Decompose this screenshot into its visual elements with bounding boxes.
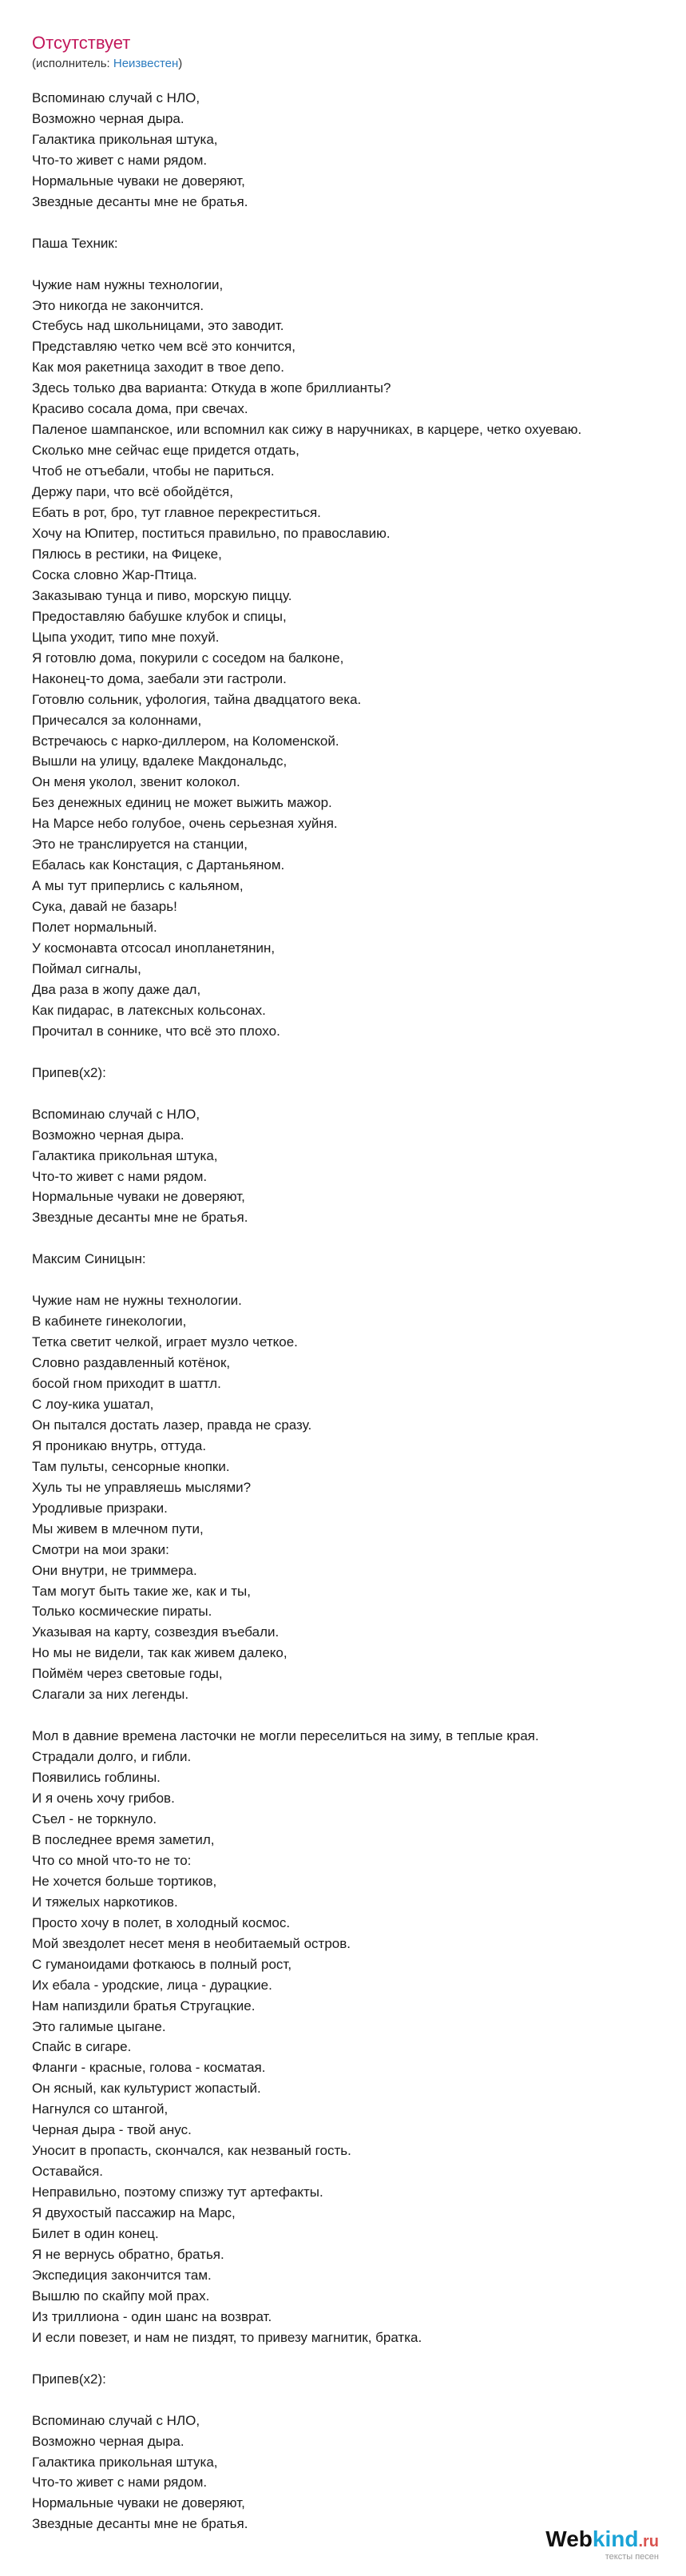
lyric-line: Сколько мне сейчас еще придется отдать,: [32, 443, 299, 459]
lyric-line: Появились гоблины.: [32, 1770, 161, 1786]
artist-line: [32, 56, 182, 72]
lyric-line: Не хочется больше тортиков,: [32, 1873, 217, 1889]
lyric-line: Что-то живет с нами рядом.: [32, 152, 208, 168]
lyrics-body: [32, 88, 686, 2555]
lyric-line: Звездные десанты мне не братья.: [32, 193, 248, 209]
lyric-line: Ебалась как Констация, с Дартаньяном.: [32, 857, 285, 873]
lyric-line: Здесь только два варианта: Откуда в жопе бриллианты?: [32, 380, 391, 396]
lyric-line: Пялюсь в рестики, на Фицеке,: [32, 546, 222, 562]
lyric-line: Я проникаю внутрь, оттуда.: [32, 1437, 207, 1453]
lyric-line: В кабинете гинекологии,: [32, 1314, 187, 1330]
lyric-line: Нормальные чуваки не доверяют,: [32, 2495, 245, 2511]
lyric-line: Чужие нам не нужны технологии.: [32, 1293, 242, 1309]
lyric-line: Цыпа уходит, типо мне похуй.: [32, 629, 220, 645]
lyric-line: Максим Синицын:: [32, 1251, 146, 1267]
lyric-line: Звездные десанты мне не братья.: [32, 1210, 248, 1226]
lyric-line: Чтоб не отъебали, чтобы не париться.: [32, 463, 275, 479]
lyric-line: Билет в один конец.: [32, 2226, 159, 2242]
song-header: [32, 32, 182, 72]
lyric-line: Экспедиция закончится там.: [32, 2267, 212, 2283]
lyric-line: Это не транслируется на станции,: [32, 837, 248, 853]
lyric-line: Он пытался достать лазер, правда не сразу.: [32, 1417, 312, 1433]
lyric-line: Стебусь над школьницами, это заводит.: [32, 318, 284, 334]
lyric-stanza: [32, 2411, 686, 2535]
lyric-line: Галактика прикольная штука,: [32, 2454, 218, 2470]
lyric-line: Паша Техник:: [32, 235, 118, 251]
lyric-stanza: [32, 1063, 686, 1083]
artist-link[interactable]: Неизвестен: [113, 57, 179, 70]
artist-suffix: ): [178, 57, 183, 70]
lyric-line: Это галимые цыгане.: [32, 2018, 166, 2034]
lyric-line: Возможно черная дыра.: [32, 2433, 184, 2449]
lyric-line: Оставайся.: [32, 2164, 103, 2180]
lyric-line: Смотри на мои зраки:: [32, 1541, 169, 1557]
lyric-line: Что со мной что-то не то:: [32, 1852, 192, 1868]
lyric-line: Хуль ты не управляешь мыслями?: [32, 1479, 252, 1495]
lyric-line: Без денежных единиц не может выжить мажор.: [32, 795, 332, 811]
lyric-line: Я не вернусь обратно, братья.: [32, 2247, 224, 2263]
lyric-stanza: [32, 2369, 686, 2390]
lyric-line: Мой звездолет несет меня в необитаемый остров.: [32, 1935, 351, 1951]
logo-web: Web: [545, 2526, 593, 2551]
lyric-line: Их ебала - уродские, лица - дурацкие.: [32, 1977, 272, 1993]
site-tagline: тексты песен: [605, 2552, 659, 2562]
lyric-line: Хочу на Юпитер, поститься правильно, по православию.: [32, 525, 391, 541]
lyric-line: Тетка светит челкой, играет музло четкое.: [32, 1334, 298, 1350]
lyric-line: И если повезет, и нам не пиздят, то привезу магнитик, братка.: [32, 2329, 422, 2345]
lyric-line: Прочитал в соннике, что всё это плохо.: [32, 1023, 280, 1039]
lyric-line: Там могут быть такие же, как и ты,: [32, 1583, 251, 1599]
lyric-line: А мы тут приперлись с кальяном,: [32, 878, 244, 894]
lyric-line: Чужие нам нужны технологии,: [32, 276, 224, 292]
lyric-line: Вспоминаю случай с НЛО,: [32, 2412, 200, 2428]
lyric-line: Вышли на улицу, вдалеке Макдональдс,: [32, 753, 287, 769]
lyric-line: босой гном приходит в шаттл.: [32, 1376, 221, 1391]
lyric-stanza: [32, 1249, 686, 1270]
lyric-line: Встречаюсь с нарко-диллером, на Коломенской.: [32, 733, 339, 749]
logo-ru: .ru: [638, 2533, 659, 2550]
lyric-line: Представляю четко чем всё это кончится,: [32, 339, 295, 355]
lyric-line: Я готовлю дома, покурили с соседом на балконе,: [32, 650, 344, 666]
lyric-line: На Марсе небо голубое, очень серьезная хуйня.: [32, 816, 338, 832]
lyric-line: С лоу-кика ушатал,: [32, 1396, 154, 1412]
lyric-line: Ебать в рот, бро, тут главное перекреститься.: [32, 505, 321, 521]
lyric-line: Вспоминаю случай с НЛО,: [32, 90, 200, 105]
lyric-line: Возможно черная дыра.: [32, 110, 184, 126]
lyric-line: Паленое шампанское, или вспомнил как сижу в наручниках, в карцере, четко охуеваю.: [32, 422, 582, 438]
lyric-stanza: [32, 275, 686, 1042]
lyric-line: Неправильно, поэтому спизжу тут артефакты.: [32, 2184, 323, 2200]
lyric-line: Только космические пираты.: [32, 1604, 212, 1620]
lyric-line: С гуманоидами фоткаюсь в полный рост,: [32, 1956, 292, 1972]
lyric-line: Нагнулся со штангой,: [32, 2101, 169, 2117]
lyric-line: Поймал сигналы,: [32, 961, 141, 976]
lyric-line: Припев(x2):: [32, 1064, 106, 1080]
lyric-line: Нормальные чуваки не доверяют,: [32, 173, 245, 189]
lyric-line: Держу пари, что всё обойдётся,: [32, 484, 233, 500]
lyric-line: И тяжелых наркотиков.: [32, 1894, 178, 1910]
lyric-line: Предоставляю бабушке клубок и спицы,: [32, 608, 287, 624]
lyric-line: Сука, давай не базарь!: [32, 899, 177, 915]
lyric-line: Галактика прикольная штука,: [32, 1147, 218, 1163]
lyric-stanza: [32, 1726, 686, 2348]
lyric-line: Но мы не видели, так как живем далеко,: [32, 1645, 287, 1661]
lyric-line: Соска словно Жар-Птица.: [32, 566, 197, 582]
lyric-line: Я двухостый пассажир на Марс,: [32, 2205, 236, 2221]
lyric-line: У космонавта отсосал инопланетянин,: [32, 940, 276, 956]
lyric-line: Фланги - красные, голова - косматая.: [32, 2060, 266, 2076]
lyric-stanza: [32, 1290, 686, 1705]
lyric-line: Вспоминаю случай с НЛО,: [32, 1106, 200, 1122]
lyric-line: Нам напиздили братья Стругацкие.: [32, 1998, 256, 2013]
lyric-line: Два раза в жопу даже дал,: [32, 981, 201, 997]
lyric-stanza: [32, 88, 686, 213]
lyric-line: Он меня уколол, звенит колокол.: [32, 774, 240, 790]
lyric-line: Уносит в пропасть, скончался, как незваный гость.: [32, 2143, 351, 2159]
lyric-line: Это никогда не закончится.: [32, 297, 204, 313]
lyric-line: Словно раздавленный котёнок,: [32, 1355, 231, 1371]
lyric-line: Съел - не торкнуло.: [32, 1811, 157, 1827]
artist-prefix: (исполнитель:: [32, 57, 113, 70]
lyric-line: Галактика прикольная штука,: [32, 131, 218, 147]
lyric-line: Страдали долго, и гибли.: [32, 1749, 192, 1765]
lyric-line: Он ясный, как культурист жопастый.: [32, 2081, 261, 2097]
lyric-line: Что-то живет с нами рядом.: [32, 2475, 208, 2491]
lyric-line: Они внутри, не триммера.: [32, 1562, 197, 1578]
lyric-line: Полет нормальный.: [32, 920, 157, 936]
lyric-line: Готовлю сольник, уфология, тайна двадцатого века.: [32, 691, 362, 707]
lyric-stanza: [32, 233, 686, 254]
lyric-line: Припев(x2):: [32, 2371, 106, 2387]
lyric-stanza: [32, 1104, 686, 1229]
lyric-line: Спайс в сигаре.: [32, 2039, 132, 2055]
lyric-line: Мол в давние времена ласточки не могли переселиться на зиму, в теплые края.: [32, 1728, 539, 1744]
lyric-line: Наконец-то дома, заебали эти гастроли.: [32, 670, 287, 686]
lyric-line: Звездные десанты мне не братья.: [32, 2516, 248, 2532]
lyric-line: Как пидарас, в латексных кольсонах.: [32, 1002, 266, 1018]
lyric-line: Как моя ракетница заходит в твое депо.: [32, 360, 284, 376]
lyric-line: В последнее время заметил,: [32, 1831, 215, 1847]
lyric-line: Слагали за них легенды.: [32, 1687, 189, 1703]
lyric-line: Причесался за колоннами,: [32, 712, 202, 728]
lyric-line: Что-то живет с нами рядом.: [32, 1168, 208, 1184]
site-watermark[interactable]: [545, 2527, 659, 2562]
lyric-line: Черная дыра - твой анус.: [32, 2122, 192, 2138]
lyric-line: Возможно черная дыра.: [32, 1127, 184, 1143]
lyric-line: Вышлю по скайпу мой прах.: [32, 2288, 210, 2304]
lyric-line: Нормальные чуваки не доверяют,: [32, 1189, 245, 1205]
lyric-line: Поймём через световые годы,: [32, 1666, 223, 1682]
logo-kind: kind: [592, 2526, 639, 2551]
lyric-line: Из триллиона - один шанс на возврат.: [32, 2308, 272, 2324]
lyric-line: Красиво сосала дома, при свечах.: [32, 401, 248, 417]
lyric-line: Мы живем в млечном пути,: [32, 1521, 204, 1536]
lyric-line: Там пульты, сенсорные кнопки.: [32, 1458, 230, 1474]
lyric-line: Уродливые призраки.: [32, 1500, 168, 1516]
lyric-line: Заказываю тунца и пиво, морскую пиццу.: [32, 587, 292, 603]
lyric-line: И я очень хочу грибов.: [32, 1791, 175, 1807]
lyric-line: Просто хочу в полет, в холодный космос.: [32, 1914, 291, 1930]
lyric-line: Указывая на карту, созвездия въебали.: [32, 1624, 280, 1640]
site-logo: [545, 2527, 659, 2554]
song-title: Отсутствует: [32, 33, 131, 53]
